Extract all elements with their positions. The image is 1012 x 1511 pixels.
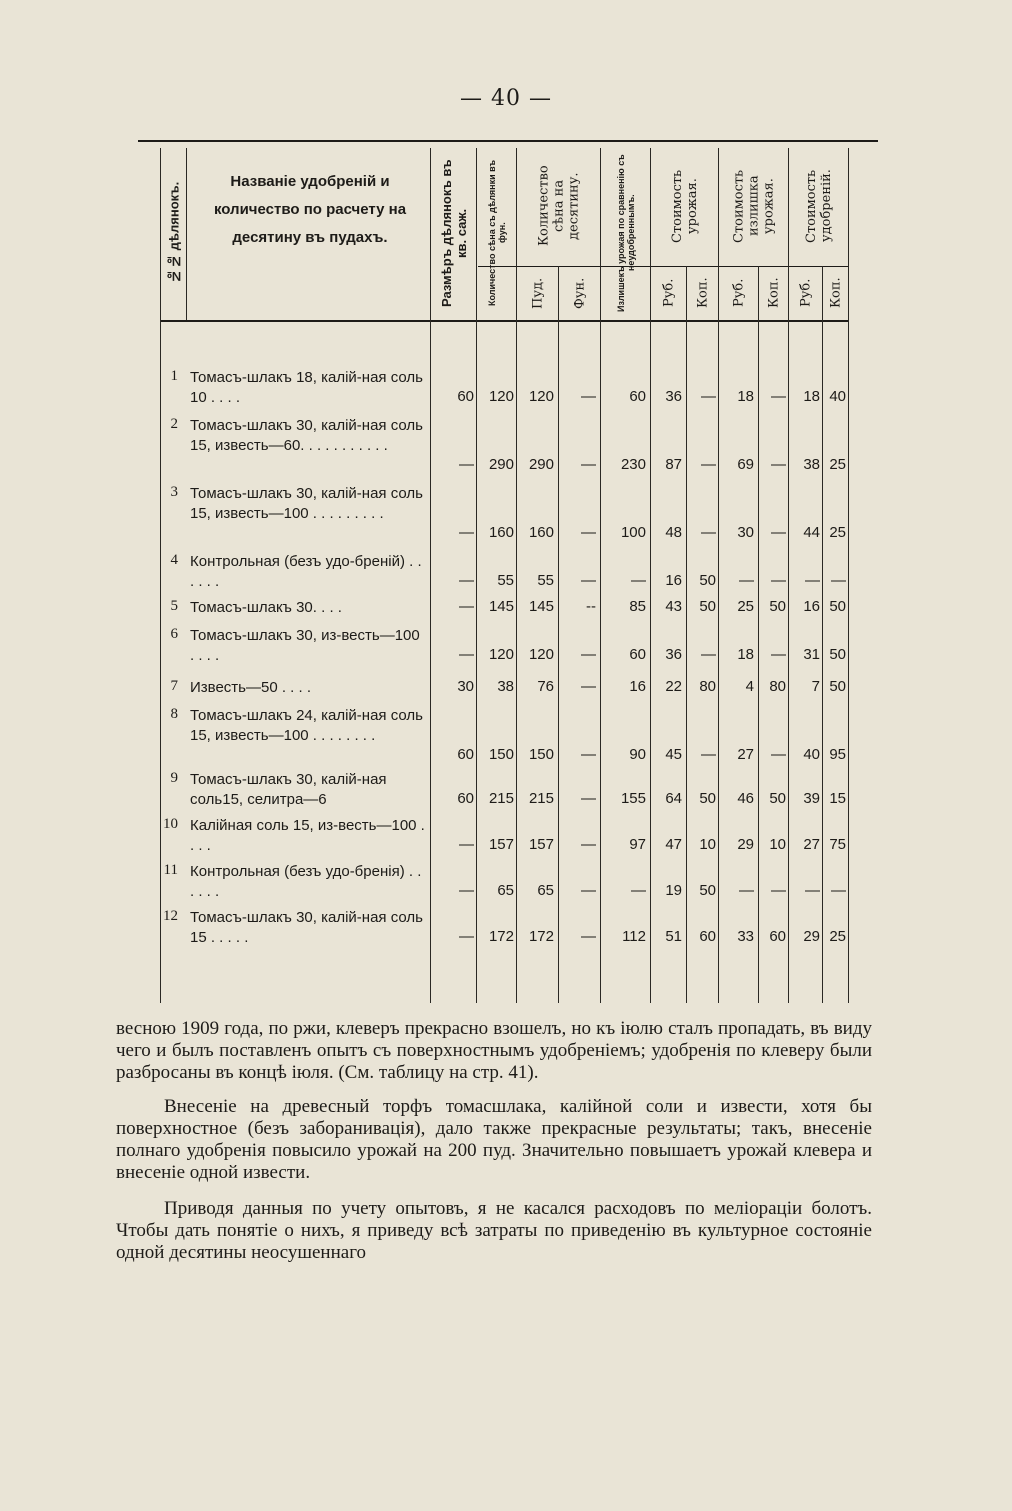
header-fert-kop: Коп. bbox=[828, 277, 844, 309]
cell-hr: 51 bbox=[665, 928, 682, 945]
cell-sr: 25 bbox=[737, 598, 754, 615]
cell-hr: 36 bbox=[665, 388, 682, 405]
cell-size: 30 bbox=[457, 678, 474, 695]
cell-surplus: 155 bbox=[620, 790, 646, 807]
cell-hk: — bbox=[701, 456, 716, 473]
cell-fk: 40 bbox=[829, 388, 846, 405]
cell-fun: — bbox=[581, 746, 596, 763]
col-line bbox=[558, 266, 559, 1003]
row-number: 4 bbox=[170, 552, 178, 568]
cell-fk: — bbox=[831, 882, 846, 899]
cell-hk: 60 bbox=[699, 928, 716, 945]
cell-pud: 65 bbox=[537, 882, 554, 899]
cell-surplus: 90 bbox=[629, 746, 646, 763]
row-number: 11 bbox=[163, 862, 178, 878]
cell-hk: 10 bbox=[699, 836, 716, 853]
cell-plot: 55 bbox=[497, 572, 514, 589]
cell-pud: 150 bbox=[528, 746, 554, 763]
cell-fr: 44 bbox=[803, 524, 820, 541]
subheader-rule bbox=[478, 266, 848, 267]
cell-fun: — bbox=[581, 456, 596, 473]
header-surplus-kop: Коп. bbox=[766, 277, 782, 309]
cell-plot: 120 bbox=[488, 388, 514, 405]
fertilizer-name: Контрольная (безъ удо-бреній) . . . . . . bbox=[190, 553, 422, 590]
cell-sk: — bbox=[771, 646, 786, 663]
cell-fr: 38 bbox=[803, 456, 820, 473]
col-line bbox=[686, 266, 687, 1003]
col-line bbox=[822, 266, 823, 1003]
fertilizer-name: Томасъ-шлакъ 30, калій-ная соль 15 . . . . . bbox=[190, 909, 423, 946]
header-hay-per-desyatina: Количество сѣна на десятину. bbox=[536, 165, 582, 247]
cell-plot: 290 bbox=[488, 456, 514, 473]
header-harvest-kop: Коп. bbox=[695, 277, 711, 309]
cell-hk: 80 bbox=[699, 678, 716, 695]
cell-fun: — bbox=[581, 928, 596, 945]
row-number: 10 bbox=[163, 816, 178, 832]
header-harvest-rub: Руб. bbox=[661, 278, 677, 308]
cell-fk: — bbox=[831, 572, 846, 589]
row-number: 3 bbox=[170, 484, 178, 500]
cell-surplus: 97 bbox=[629, 836, 646, 853]
fertilizer-name: Томасъ-шлакъ 24, калій-ная соль 15, известь—100 . . . . . . . . bbox=[190, 707, 423, 744]
fertilizer-name: Контрольная (безъ удо-бренія) . . . . . . bbox=[190, 863, 422, 900]
cell-fk: 50 bbox=[829, 646, 846, 663]
cell-size: 60 bbox=[457, 746, 474, 763]
cell-sr: 33 bbox=[737, 928, 754, 945]
cell-sr: 30 bbox=[737, 524, 754, 541]
cell-hr: 87 bbox=[665, 456, 682, 473]
header-surplus-cost: Стоимость излишка урожая. bbox=[731, 169, 777, 243]
cell-fun: — bbox=[581, 836, 596, 853]
cell-size: — bbox=[459, 572, 474, 589]
header-surplus-rub: Руб. bbox=[731, 278, 747, 308]
cell-sr: 69 bbox=[737, 456, 754, 473]
fertilizer-name: Томасъ-шлакъ 30, из-весть—100 . . . . bbox=[190, 627, 420, 664]
cell-hr: 43 bbox=[665, 598, 682, 615]
cell-fr: 16 bbox=[803, 598, 820, 615]
cell-hr: 19 bbox=[665, 882, 682, 899]
fertilizer-name: Известь—50 . . . . bbox=[190, 679, 312, 696]
cell-fun: — bbox=[581, 790, 596, 807]
cell-sr: — bbox=[739, 572, 754, 589]
cell-plot: 150 bbox=[488, 746, 514, 763]
cell-surplus: 230 bbox=[620, 456, 646, 473]
col-line bbox=[788, 148, 789, 1003]
cell-fun: — bbox=[581, 678, 596, 695]
cell-hk: — bbox=[701, 388, 716, 405]
cell-plot: 215 bbox=[488, 790, 514, 807]
cell-size: — bbox=[459, 928, 474, 945]
cell-fun: — bbox=[581, 572, 596, 589]
cell-sk: 10 bbox=[769, 836, 786, 853]
header-harvest-cost: Стоимость урожая. bbox=[670, 169, 700, 243]
cell-pud: 145 bbox=[528, 598, 554, 615]
cell-sk: 50 bbox=[769, 790, 786, 807]
cell-hr: 22 bbox=[665, 678, 682, 695]
cell-surplus: 100 bbox=[620, 524, 646, 541]
cell-hk: — bbox=[701, 746, 716, 763]
cell-hk: 50 bbox=[699, 598, 716, 615]
cell-hk: 50 bbox=[699, 882, 716, 899]
cell-pud: 160 bbox=[528, 524, 554, 541]
fertilizer-name: Томасъ-шлакъ 30. . . . bbox=[190, 599, 342, 616]
cell-pud: 120 bbox=[528, 646, 554, 663]
cell-surplus: — bbox=[631, 572, 646, 589]
cell-plot: 145 bbox=[488, 598, 514, 615]
cell-pud: 120 bbox=[528, 388, 554, 405]
row-number: 8 bbox=[170, 706, 178, 722]
cell-hr: 48 bbox=[665, 524, 682, 541]
cell-fr: 18 bbox=[803, 388, 820, 405]
cell-hr: 45 bbox=[665, 746, 682, 763]
row-number: 5 bbox=[170, 598, 178, 614]
cell-sk: 60 bbox=[769, 928, 786, 945]
cell-sk: — bbox=[771, 746, 786, 763]
cell-hr: 16 bbox=[665, 572, 682, 589]
cell-sr: — bbox=[739, 882, 754, 899]
header-bottom-rule bbox=[160, 320, 848, 322]
cell-hr: 64 bbox=[665, 790, 682, 807]
col-line bbox=[650, 148, 651, 1003]
table-top-rule bbox=[138, 140, 878, 142]
cell-surplus: — bbox=[631, 882, 646, 899]
fertilizer-name: Томасъ-шлакъ 30, калій-ная соль15, селитра—6 bbox=[190, 771, 387, 808]
cell-fr: 27 bbox=[803, 836, 820, 853]
col-line bbox=[600, 148, 601, 1003]
cell-size: — bbox=[459, 836, 474, 853]
cell-fk: 25 bbox=[829, 456, 846, 473]
row-number: 9 bbox=[170, 770, 178, 786]
cell-sr: 4 bbox=[745, 678, 754, 695]
cell-sk: 50 bbox=[769, 598, 786, 615]
cell-fk: 15 bbox=[829, 790, 846, 807]
cell-fk: 50 bbox=[829, 598, 846, 615]
cell-sk: — bbox=[771, 456, 786, 473]
cell-fun: — bbox=[581, 524, 596, 541]
cell-sk: — bbox=[771, 524, 786, 541]
row-number: 2 bbox=[170, 416, 178, 432]
cell-fun: — bbox=[581, 882, 596, 899]
cell-plot: 38 bbox=[497, 678, 514, 695]
cell-fr: — bbox=[805, 572, 820, 589]
cell-plot: 65 bbox=[497, 882, 514, 899]
header-name: Названіе удобреній и количество по расчету на десятину въ пудахъ. bbox=[213, 173, 407, 246]
cell-fr: 29 bbox=[803, 928, 820, 945]
cell-fr: 39 bbox=[803, 790, 820, 807]
cell-pud: 215 bbox=[528, 790, 554, 807]
cell-size: — bbox=[459, 882, 474, 899]
cell-sr: 18 bbox=[737, 388, 754, 405]
fertilizer-name: Томасъ-шлакъ 30, калій-ная соль 15, известь—60. . . . . . . . . . . bbox=[190, 417, 423, 454]
col-line bbox=[430, 148, 431, 1003]
cell-fk: 50 bbox=[829, 678, 846, 695]
cell-fr: — bbox=[805, 882, 820, 899]
header-fun: Фун. bbox=[572, 277, 588, 309]
cell-pud: 290 bbox=[528, 456, 554, 473]
row-number: 12 bbox=[163, 908, 178, 924]
paragraph: весною 1909 года, по ржи, клеверъ прекрасно взошелъ, но къ іюлю сталъ пропадать, въ виду чего и былъ поставленъ опытъ съ поверхностнымъ удобреніемъ; удобренія по клеверу были разбросаны въ концѣ іюля. (См. таблицу на стр. 41). bbox=[116, 1018, 872, 1083]
cell-pud: 172 bbox=[528, 928, 554, 945]
cell-hk: 50 bbox=[699, 572, 716, 589]
cell-fr: 7 bbox=[811, 678, 820, 695]
cell-surplus: 112 bbox=[622, 928, 646, 945]
header-surplus: Излишекъ урожая по сравненію съ неудобреннымъ. bbox=[616, 154, 636, 312]
cell-fun: — bbox=[581, 646, 596, 663]
cell-sk: — bbox=[771, 572, 786, 589]
cell-fun: -- bbox=[586, 598, 596, 615]
col-line bbox=[476, 148, 477, 1003]
cell-sk: — bbox=[771, 882, 786, 899]
cell-plot: 157 bbox=[488, 836, 514, 853]
header-pud: Пуд. bbox=[530, 277, 546, 309]
cell-size: — bbox=[459, 598, 474, 615]
col-line bbox=[516, 148, 517, 1003]
cell-fk: 25 bbox=[829, 524, 846, 541]
cell-size: 60 bbox=[457, 388, 474, 405]
cell-surplus: 16 bbox=[629, 678, 646, 695]
col-line bbox=[718, 148, 719, 1003]
page-number: — 40 — bbox=[460, 86, 552, 111]
header-plot-no: №№ дѣлянокъ. bbox=[166, 181, 182, 284]
fertilizer-table bbox=[138, 140, 878, 1010]
cell-size: — bbox=[459, 646, 474, 663]
paragraph: Приводя данныя по учету опытовъ, я не касался расходовъ по меліораціи болотъ. Чтобы дать понятіе о нихъ, я приведу всѣ затраты по приведенію въ культурное состояніе одной десятины неосушеннаго bbox=[116, 1198, 872, 1263]
cell-sr: 29 bbox=[737, 836, 754, 853]
cell-hk: 50 bbox=[699, 790, 716, 807]
paragraph: Внесеніе на древесный торфъ томасшлака, калійной соли и извести, хотя бы поверхностное (безъ заборанивація), дало также прекрасные результаты; такъ, внесеніе полнаго удобренія повысило урожай на 200 пуд. Значительно повышаетъ урожай клевера и внесеніе одной извести. bbox=[116, 1096, 872, 1183]
cell-sr: 27 bbox=[737, 746, 754, 763]
cell-fr: 40 bbox=[803, 746, 820, 763]
prose-section bbox=[116, 1018, 872, 1264]
cell-plot: 160 bbox=[488, 524, 514, 541]
cell-surplus: 85 bbox=[629, 598, 646, 615]
row-number: 7 bbox=[170, 678, 178, 694]
fertilizer-name: Томасъ-шлакъ 18, калій-ная соль 10 . . . . bbox=[190, 369, 423, 406]
cell-fr: 31 bbox=[803, 646, 820, 663]
cell-hk: — bbox=[701, 646, 716, 663]
header-fert-rub: Руб. bbox=[798, 278, 814, 308]
cell-plot: 172 bbox=[488, 928, 514, 945]
cell-surplus: 60 bbox=[629, 646, 646, 663]
cell-size: 60 bbox=[457, 790, 474, 807]
header-plot-size: Размѣръ дѣлянокъ въ кв. саж. bbox=[439, 159, 469, 307]
cell-sk: 80 bbox=[769, 678, 786, 695]
header-hay-per-plot: Количество сѣна съ дѣлянки въ фун. bbox=[487, 159, 507, 307]
cell-plot: 120 bbox=[488, 646, 514, 663]
cell-size: — bbox=[459, 456, 474, 473]
cell-pud: 76 bbox=[537, 678, 554, 695]
col-line bbox=[848, 148, 849, 1003]
cell-hr: 36 bbox=[665, 646, 682, 663]
cell-fk: 75 bbox=[829, 836, 846, 853]
col-line bbox=[186, 148, 187, 320]
cell-hk: — bbox=[701, 524, 716, 541]
cell-fk: 95 bbox=[829, 746, 846, 763]
header-fert-cost: Стоимость удобреній. bbox=[804, 169, 834, 243]
cell-pud: 55 bbox=[537, 572, 554, 589]
cell-fun: — bbox=[581, 388, 596, 405]
cell-size: — bbox=[459, 524, 474, 541]
cell-surplus: 60 bbox=[629, 388, 646, 405]
cell-sr: 46 bbox=[737, 790, 754, 807]
cell-sr: 18 bbox=[737, 646, 754, 663]
cell-hr: 47 bbox=[665, 836, 682, 853]
cell-fk: 25 bbox=[829, 928, 846, 945]
col-line bbox=[758, 266, 759, 1003]
fertilizer-name: Томасъ-шлакъ 30, калій-ная соль 15, известь—100 . . . . . . . . . bbox=[190, 485, 423, 522]
row-number: 6 bbox=[170, 626, 178, 642]
row-number: 1 bbox=[170, 368, 178, 384]
cell-pud: 157 bbox=[528, 836, 554, 853]
fertilizer-name: Калійная соль 15, из-весть—100 . . . . bbox=[190, 817, 425, 854]
cell-sk: — bbox=[771, 388, 786, 405]
